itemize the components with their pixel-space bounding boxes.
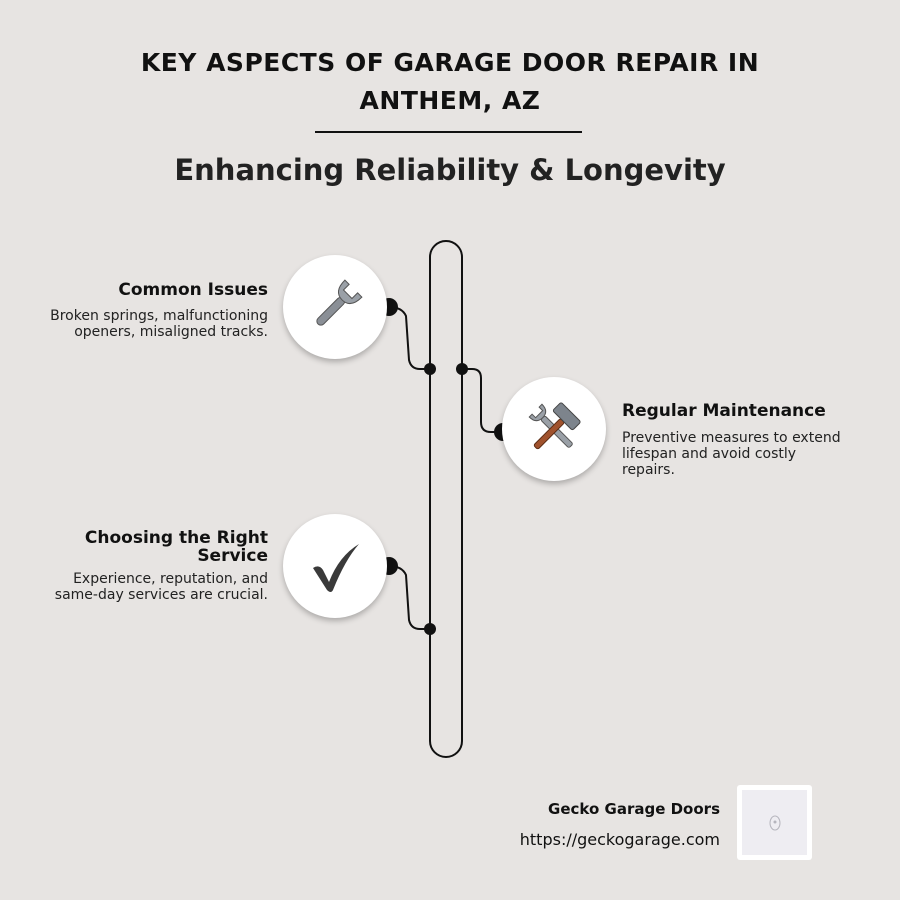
connector-regular-maintenance xyxy=(462,369,503,432)
page-title: KEY ASPECTS OF GARAGE DOOR REPAIR IN ANTHEM, AZ xyxy=(140,48,760,115)
choosing-service-icon-circle xyxy=(283,514,387,618)
hammer-and-wrench-icon xyxy=(524,399,584,459)
choosing-service-title: Choosing the Right Service xyxy=(84,528,268,566)
page-subtitle: Enhancing Reliability & Longevity xyxy=(174,153,726,187)
wrench-icon xyxy=(305,277,365,337)
brand-name: Gecko Garage Doors xyxy=(548,800,720,818)
common-issues-title: Common Issues xyxy=(118,280,268,300)
common-issues-icon-circle xyxy=(283,255,387,359)
connector-dot-choosing-service-end xyxy=(424,623,436,635)
check-mark-icon xyxy=(305,536,365,596)
regular-maintenance-description: Preventive measures to extend lifespan and avoid costly repairs. xyxy=(622,430,841,478)
connector-choosing-service xyxy=(389,566,430,629)
regular-maintenance-icon-circle xyxy=(502,377,606,481)
connector-dot-regular-maintenance-start xyxy=(456,363,468,375)
timeline-track xyxy=(430,241,462,757)
connector-common-issues xyxy=(389,307,430,369)
common-issues-description: Broken springs, malfunctioning openers, misaligned tracks. xyxy=(50,308,268,340)
logo-box xyxy=(737,785,812,860)
regular-maintenance-title: Regular Maintenance xyxy=(622,401,826,421)
connector-dot-common-issues-end xyxy=(424,363,436,375)
gecko-logo-icon xyxy=(767,814,783,832)
choosing-service-description: Experience, reputation, and same-day services are crucial. xyxy=(54,571,268,603)
brand-url[interactable]: https://geckogarage.com xyxy=(519,830,720,849)
